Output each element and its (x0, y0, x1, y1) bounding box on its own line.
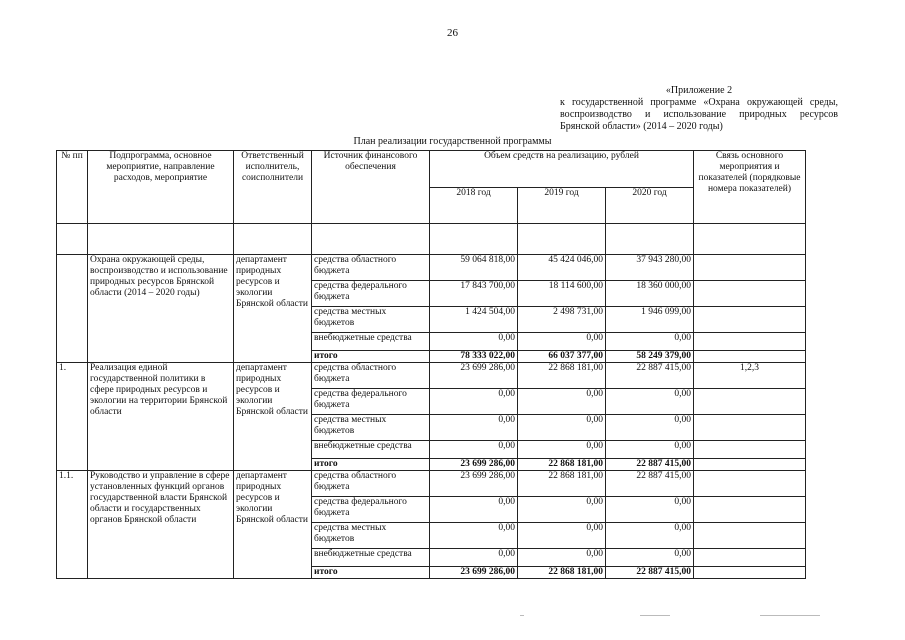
header-volume: Объем средств на реализацию, рублей (430, 151, 694, 188)
scan-noise (520, 615, 524, 616)
value-2020: 0,00 (606, 497, 694, 523)
responsible-executor: департамент природных ресурсов и экологии Брянской области (234, 255, 312, 363)
funding-source: средства областного бюджета (312, 471, 430, 497)
appendix-line-3: воспроизводство и использование природных ресурсов (560, 109, 838, 120)
indicator-link (694, 389, 806, 415)
value-2018: 0,00 (430, 549, 518, 567)
value-2020: 22 887 415,00 (606, 471, 694, 497)
header-source: Источник финансового обеспечения (312, 151, 430, 224)
indicator-link (694, 523, 806, 549)
appendix-header (560, 85, 838, 133)
value-2018: 23 699 286,00 (430, 567, 518, 579)
responsible-executor: департамент природных ресурсов и экологии Брянской области (234, 363, 312, 471)
table-row (57, 255, 806, 281)
row-number: 1.1. (57, 471, 88, 579)
row-number: 1. (57, 363, 88, 471)
funding-source: средства местных бюджетов (312, 307, 430, 333)
funding-source: внебюджетные средства (312, 549, 430, 567)
indicator-link (694, 549, 806, 567)
value-2019: 22 868 181,00 (518, 567, 606, 579)
value-2019: 18 114 600,00 (518, 281, 606, 307)
value-2019: 0,00 (518, 523, 606, 549)
indicator-link: 1,2,3 (694, 363, 806, 389)
value-2018: 23 699 286,00 (430, 459, 518, 471)
funding-source: средства федерального бюджета (312, 497, 430, 523)
value-2019: 0,00 (518, 497, 606, 523)
scan-noise (640, 615, 670, 616)
value-2020: 1 946 099,00 (606, 307, 694, 333)
program-name: Охрана окружающей среды, воспроизводство и использование природных ресурсов Брянской области (2014 – 2020 годы) (88, 255, 234, 363)
value-2020: 0,00 (606, 389, 694, 415)
program-name: Руководство и управление в сфере установленных функций органов государственной власти Брянской области и государственных органов Брянской области (88, 471, 234, 579)
indicator-link (694, 415, 806, 441)
indicator-link (694, 497, 806, 523)
value-2018: 0,00 (430, 523, 518, 549)
indicator-link (694, 441, 806, 459)
value-2020: 0,00 (606, 549, 694, 567)
indicator-link (694, 471, 806, 497)
funding-source: средства местных бюджетов (312, 523, 430, 549)
value-2018: 59 064 818,00 (430, 255, 518, 281)
header-2019: 2019 год (518, 188, 606, 224)
value-2020: 58 249 379,00 (606, 351, 694, 363)
value-2019: 66 037 377,00 (518, 351, 606, 363)
row-number (57, 255, 88, 363)
scan-noise (760, 615, 820, 616)
header-responsible: Ответственный исполнитель, соисполнители (234, 151, 312, 224)
header-2020: 2020 год (606, 188, 694, 224)
value-2018: 0,00 (430, 497, 518, 523)
header-num: № пп (57, 151, 88, 224)
value-2019: 22 868 181,00 (518, 471, 606, 497)
value-2020: 18 360 000,00 (606, 281, 694, 307)
funding-source: средства областного бюджета (312, 255, 430, 281)
value-2019: 0,00 (518, 441, 606, 459)
value-2020: 37 943 280,00 (606, 255, 694, 281)
blank-row (57, 224, 806, 255)
funding-source: средства областного бюджета (312, 363, 430, 389)
header-2018: 2018 год (430, 188, 518, 224)
value-2019: 2 498 731,00 (518, 307, 606, 333)
funding-source: средства местных бюджетов (312, 415, 430, 441)
value-2019: 0,00 (518, 549, 606, 567)
funding-source: итого (312, 351, 430, 363)
value-2019: 45 424 046,00 (518, 255, 606, 281)
indicator-link (694, 351, 806, 363)
funding-source: итого (312, 459, 430, 471)
value-2019: 0,00 (518, 333, 606, 351)
funding-source: средства федерального бюджета (312, 281, 430, 307)
table-row (57, 363, 806, 389)
indicator-link (694, 459, 806, 471)
table-row (57, 471, 806, 497)
value-2020: 0,00 (606, 523, 694, 549)
value-2018: 17 843 700,00 (430, 281, 518, 307)
value-2020: 22 887 415,00 (606, 363, 694, 389)
indicator-link (694, 255, 806, 281)
appendix-line-1: «Приложение 2 (665, 85, 733, 96)
appendix-line-4: Брянской области» (2014 – 2020 годы) (560, 121, 723, 132)
header-link: Связь основного мероприятия и показателей (порядковые номера показателей) (694, 151, 806, 224)
plan-title: План реализации государственной программы (353, 136, 552, 147)
indicator-link (694, 307, 806, 333)
value-2019: 0,00 (518, 415, 606, 441)
value-2018: 0,00 (430, 333, 518, 351)
value-2020: 0,00 (606, 333, 694, 351)
value-2018: 1 424 504,00 (430, 307, 518, 333)
responsible-executor: департамент природных ресурсов и экологии Брянской области (234, 471, 312, 579)
funding-source: внебюджетные средства (312, 441, 430, 459)
value-2020: 0,00 (606, 441, 694, 459)
value-2018: 0,00 (430, 415, 518, 441)
funding-source: итого (312, 567, 430, 579)
plan-table (56, 150, 806, 579)
page-number: 26 (447, 27, 458, 39)
value-2020: 22 887 415,00 (606, 567, 694, 579)
program-name: Реализация единой государственной политики в сфере природных ресурсов и экологии на территории Брянской области (88, 363, 234, 471)
indicator-link (694, 333, 806, 351)
header-name: Подпрограмма, основное мероприятие, направление расходов, мероприятие (88, 151, 234, 224)
value-2018: 23 699 286,00 (430, 363, 518, 389)
value-2018: 23 699 286,00 (430, 471, 518, 497)
value-2019: 22 868 181,00 (518, 459, 606, 471)
indicator-link (694, 567, 806, 579)
value-2019: 0,00 (518, 389, 606, 415)
value-2020: 22 887 415,00 (606, 459, 694, 471)
funding-source: внебюджетные средства (312, 333, 430, 351)
indicator-link (694, 281, 806, 307)
value-2019: 22 868 181,00 (518, 363, 606, 389)
funding-source: средства федерального бюджета (312, 389, 430, 415)
value-2018: 0,00 (430, 441, 518, 459)
appendix-line-2: к государственной программе «Охрана окружающей среды, (560, 97, 838, 108)
value-2018: 0,00 (430, 389, 518, 415)
value-2018: 78 333 022,00 (430, 351, 518, 363)
value-2020: 0,00 (606, 415, 694, 441)
